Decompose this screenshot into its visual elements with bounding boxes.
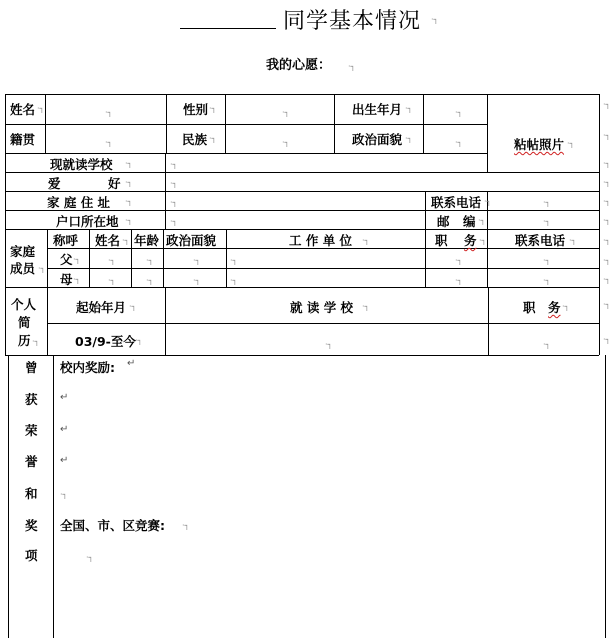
row-end-mark: ·┐ [603, 256, 611, 265]
cell-mark: ·┐ [86, 553, 94, 562]
col-position-1: 职 [435, 233, 448, 248]
cell-mark: ·┐ [146, 256, 154, 265]
cell-mark: ·┐ [182, 521, 190, 530]
col-work: 工 作 单 位 [289, 233, 353, 248]
hukou-field[interactable] [166, 211, 425, 229]
paragraph-mark: ↵ [60, 455, 69, 466]
col-relation: 称呼 [53, 233, 79, 248]
paragraph-mark: ↵ [60, 392, 69, 403]
row-end-mark: ·┐ [603, 100, 611, 109]
cell-mark: ·┐ [484, 197, 492, 206]
label-school: 现就读学校 [50, 157, 113, 172]
label-resume-1: 个人 [11, 297, 37, 312]
cell-mark: ·┐ [125, 159, 133, 168]
honor-char: 荣 [25, 423, 38, 438]
photo-area[interactable] [514, 135, 564, 153]
honor-char: 获 [25, 392, 38, 407]
cell-mark: ·┐ [73, 275, 81, 284]
label-resume-3: 历 [18, 333, 31, 348]
cell-mark: ·┐ [543, 217, 551, 226]
cell-mark: ·┐ [170, 179, 178, 188]
cell-mark: ·┐ [348, 62, 356, 71]
row-mother: 母 [60, 272, 73, 287]
row-father: 父 [60, 252, 73, 267]
cell-mark: ·┐ [209, 134, 217, 143]
label-family-2: 成员 [10, 261, 36, 276]
cell-mark: ·┐ [230, 256, 238, 265]
row-end-mark: ·┐ [603, 275, 611, 284]
label-postcode-1: 邮 [437, 214, 450, 229]
cell-mark: ·┐ [105, 108, 113, 117]
mother-work-field[interactable] [227, 269, 425, 287]
cell-mark: ·┐ [73, 255, 81, 264]
cell-mark: ·┐ [108, 256, 116, 265]
label-hobby-2: 好 [108, 176, 121, 191]
cell-mark: ·┐ [135, 336, 143, 345]
label-political: 政治面貌 [352, 132, 403, 147]
cell-mark: ·┐ [105, 138, 113, 147]
col-duty-1: 职 [523, 300, 536, 315]
row-end-mark: ·┐ [603, 300, 611, 309]
cell-mark: ·┐ [569, 236, 577, 245]
label-family-1: 家庭 [10, 244, 36, 259]
label-resume-2: 简 [18, 315, 31, 330]
cell-mark: ·┐ [170, 160, 178, 169]
father-work-field[interactable] [227, 249, 425, 268]
hobby-field[interactable] [166, 173, 599, 191]
cell-mark: ·┐ [125, 178, 133, 187]
national-awards-label: 全国、市、区竞赛: [60, 518, 165, 533]
cell-mark: ·┐ [455, 138, 463, 147]
label-hobby-1: 爱 [48, 176, 61, 191]
row-end-mark: ·┐ [603, 131, 611, 140]
honor-char: 曾 [25, 360, 38, 375]
address-field[interactable] [166, 192, 425, 210]
paragraph-mark: ↵ [60, 424, 69, 435]
label-ethnicity: 民族 [182, 132, 208, 147]
honors-content-area[interactable] [54, 356, 605, 638]
cell-mark: ·┐ [230, 276, 238, 285]
cell-mark: ·┐ [405, 104, 413, 113]
cell-mark: ·┐ [567, 139, 575, 148]
honor-char: 奖 [25, 518, 38, 533]
cell-mark: ·┐ [125, 216, 133, 225]
label-gender: 性别 [183, 102, 209, 117]
col-political: 政治面貌 [166, 233, 217, 248]
cell-mark: ·┐ [562, 302, 570, 311]
cell-mark: ·┐ [543, 340, 551, 349]
cell-mark: ·┐ [38, 264, 46, 273]
label-postcode-2: 编 [463, 214, 476, 229]
cell-mark: ·┐ [193, 256, 201, 265]
row-end-mark: ·┐ [603, 236, 611, 245]
cell-mark: ·┐ [431, 15, 439, 24]
paragraph-mark: ↵ [127, 358, 136, 369]
honor-char: 誉 [25, 454, 38, 469]
gender-field[interactable] [226, 95, 334, 124]
label-photo: 粘帖照片 [514, 137, 565, 152]
cell-mark: ·┐ [32, 337, 40, 346]
col-age: 年龄 [134, 233, 160, 248]
cell-mark: ·┐ [146, 276, 154, 285]
col-duty-2: 务 [548, 300, 561, 315]
label-birth: 出生年月 [352, 102, 403, 117]
school-awards-label: 校内奖励: [60, 360, 115, 375]
resume-entry: 03/9-至今 [75, 334, 136, 349]
col-start: 起始年月 [76, 300, 127, 315]
cell-mark: ·┐ [108, 276, 116, 285]
cell-mark: ·┐ [170, 217, 178, 226]
cell-mark: ·┐ [325, 340, 333, 349]
row-end-mark: ·┐ [603, 178, 611, 187]
label-address: 家 庭 住 址 [47, 195, 111, 210]
ethnicity-field[interactable] [226, 125, 334, 153]
cell-mark: ·┐ [543, 256, 551, 265]
cell-mark: ·┐ [282, 108, 290, 117]
honor-char: 和 [25, 486, 38, 501]
page-title: 同学基本情况 [283, 9, 422, 34]
cell-mark: ·┐ [362, 236, 370, 245]
col-study: 就 读 学 校 [290, 300, 354, 315]
cell-mark: ·┐ [60, 490, 68, 499]
cell-mark: ·┐ [209, 104, 217, 113]
col-name: 姓名 [95, 233, 121, 248]
cell-mark: ·┐ [455, 108, 463, 117]
row-end-mark: ·┐ [603, 216, 611, 225]
cell-mark: ·┐ [455, 256, 463, 265]
cell-mark: ·┐ [37, 104, 45, 113]
row-end-mark: ·┐ [603, 335, 611, 344]
label-name: 姓名 [10, 102, 36, 117]
cell-mark: ·┐ [125, 197, 133, 206]
cell-mark: ·┐ [129, 302, 137, 311]
cell-mark: ·┐ [543, 198, 551, 207]
label-native: 籍贯 [10, 132, 36, 147]
row-end-mark: ·┐ [603, 197, 611, 206]
label-hukou: 户口所在地 [56, 214, 119, 229]
col-phone: 联系电话 [515, 233, 566, 248]
row-end-mark: ·┐ [603, 159, 611, 168]
cell-mark: ·┐ [122, 236, 130, 245]
col-position-2: 务 [464, 233, 477, 248]
wish-label: 我的心愿： [266, 58, 332, 73]
cell-mark: ·┐ [170, 198, 178, 207]
cell-mark: ·┐ [362, 302, 370, 311]
cell-mark: ·┐ [405, 134, 413, 143]
honor-char: 项 [25, 548, 38, 563]
cell-mark: ·┐ [282, 138, 290, 147]
label-phone: 联系电话 [431, 195, 482, 210]
cell-mark: ·┐ [455, 276, 463, 285]
cell-mark: ·┐ [543, 276, 551, 285]
cell-mark: ·┐ [479, 236, 487, 245]
cell-mark: ·┐ [478, 216, 486, 225]
cell-mark: ·┐ [193, 276, 201, 285]
school-field[interactable] [166, 154, 487, 172]
